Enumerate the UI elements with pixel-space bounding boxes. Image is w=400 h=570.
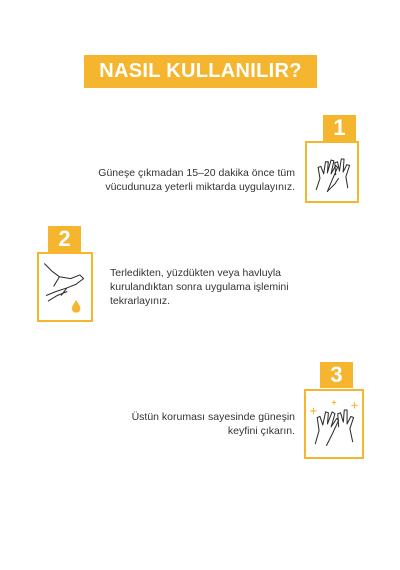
hands-sparkle-icon — [306, 391, 362, 457]
hand-lotion-drop-icon — [39, 254, 91, 320]
step-2-icon-box — [37, 252, 93, 322]
step-3-text: Üstün koruması sayesinde güneşin keyfini çıkarın. — [131, 411, 295, 437]
step-2-text: Terledikten, yüzdükten veya havluyla kurulandıktan sonra uygulama işlemini tekrarlayınız. — [110, 267, 289, 307]
step-1-number-badge: 1 — [323, 115, 356, 141]
title-banner — [84, 55, 317, 88]
page-title: NASIL KULLANILIR? — [99, 60, 302, 82]
step-1-icon-box — [305, 141, 359, 203]
step-2-number-badge: 2 — [48, 226, 81, 252]
step-3-icon-box — [304, 389, 364, 459]
step-1-text: Güneşe çıkmadan 15–20 dakika önce tüm vücudunuza yeterli miktarda uygulayınız. — [98, 167, 295, 193]
step-3-number-badge: 3 — [320, 362, 353, 388]
hands-rubbing-icon — [307, 143, 357, 201]
